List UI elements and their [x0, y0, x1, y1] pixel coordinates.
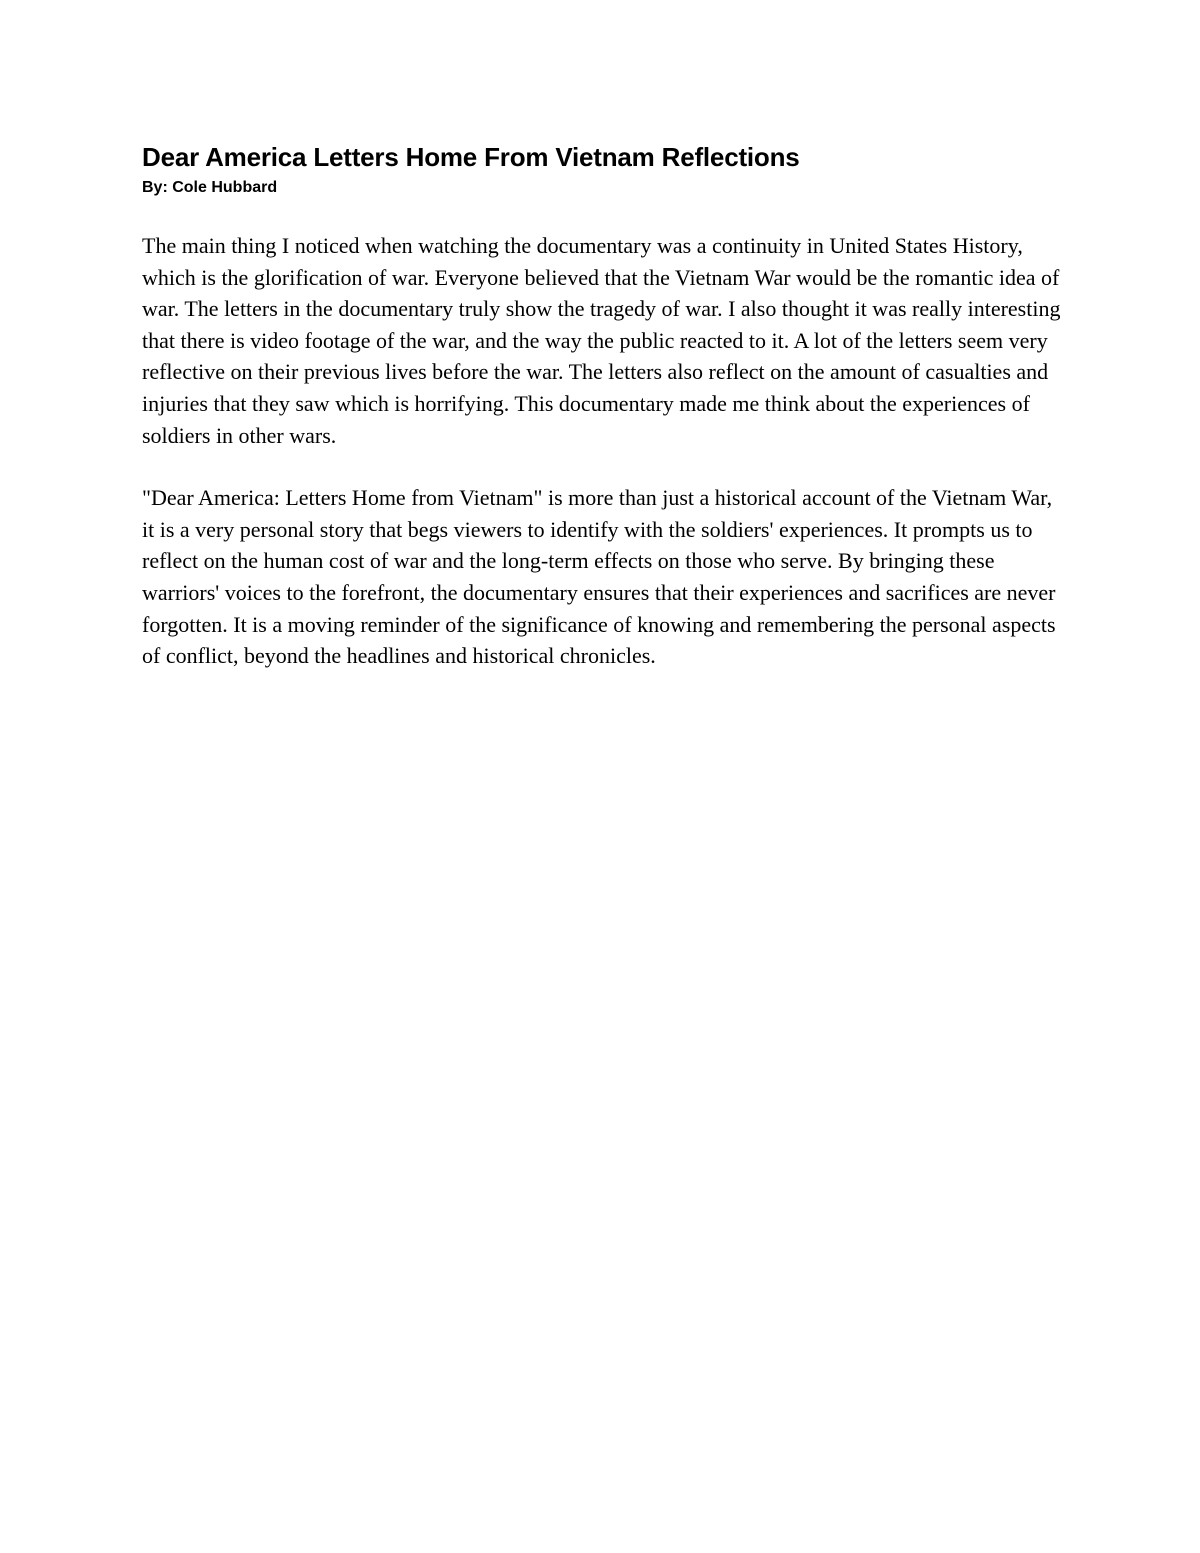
document-body — [142, 140, 1062, 672]
document-title: Dear America Letters Home From Vietnam Reflections — [142, 142, 800, 172]
paragraph-2: "Dear America: Letters Home from Vietnam" is more than just a historical account of the Vietnam War, it is a very personal story that begs viewers to identify with the soldiers' experiences. It prompts us to reflect on the human cost of war and the long-term effects on those who serve. By bringing these warriors' voices to the forefront, the documentary ensures that their experiences and sacrifices are never forgotten. It is a moving reminder of the significance of knowing and remembering the personal aspects of conflict, beyond the headlines and historical chronicles. — [142, 485, 1056, 669]
paragraph-1: The main thing I noticed when watching the documentary was a continuity in United States History, which is the glorification of war. Everyone believed that the Vietnam War would be the romantic idea of war. The letters in the documentary truly show the tragedy of war. I also thought it was really interesting that there is video footage of the war, and the way the public reacted to it. A lot of the letters seem very reflective on their previous lives before the war. The letters also reflect on the amount of casualties and injuries that they saw which is horrifying. This documentary made me think about the experiences of soldiers in other wars. — [142, 233, 1061, 448]
author-byline: By: Cole Hubbard — [142, 179, 278, 196]
